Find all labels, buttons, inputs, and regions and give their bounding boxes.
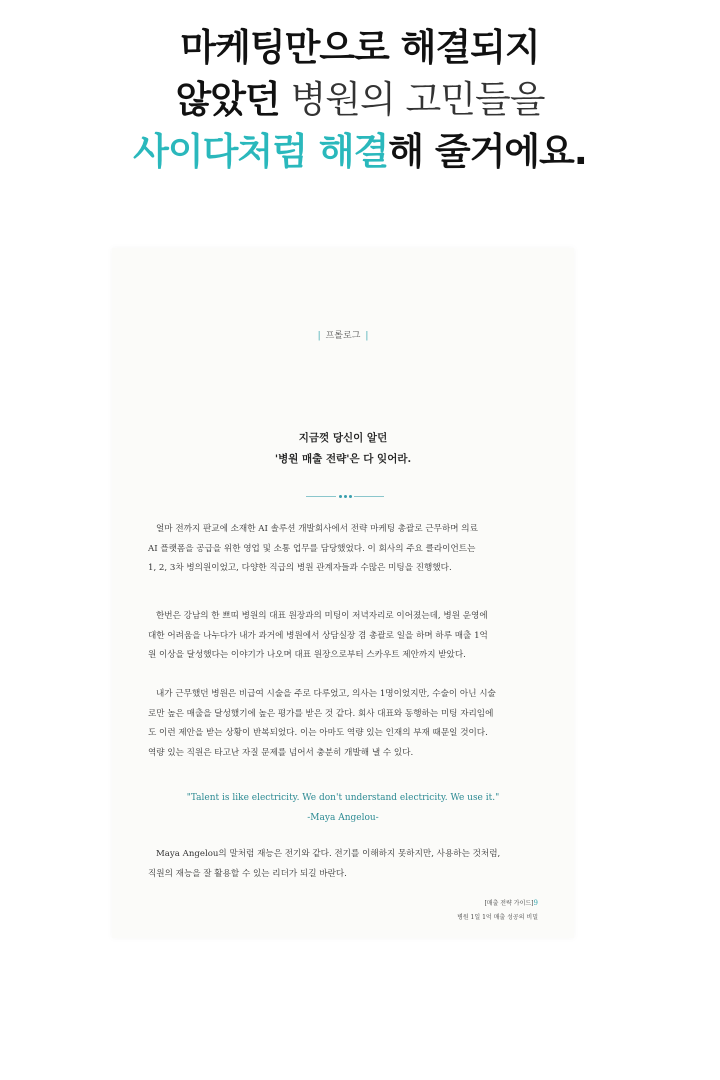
- paragraph-line: 대한 어려움을 나누다가 내가 과거에 병원에서 상담실장 겸 총괄로 일을 하며 하루 매출 1억: [148, 630, 488, 641]
- section-label: [112, 328, 574, 341]
- paragraph-line: 내가 근무했던 병원은 비급여 시술을 주로 다루었고, 의사는 1명이었지만, 수술이 아닌 시술: [156, 689, 496, 699]
- pull-quote: [112, 788, 574, 828]
- chapter-title-line-2: '병원 매출 전략'은 다 잊어라.: [274, 453, 412, 465]
- headline-line-2-light: 병원의 고민들을: [279, 78, 545, 121]
- book-page-preview: [112, 248, 574, 938]
- headline-line-2: [0, 74, 720, 126]
- paragraph-1: [148, 520, 540, 579]
- divider-dot: [344, 495, 347, 498]
- divider-dot: [349, 495, 352, 498]
- chapter-title: [112, 428, 574, 470]
- headline-line-1-text: 마케팅만으로 해결되지: [180, 26, 540, 69]
- label-bar-right: |: [365, 331, 369, 341]
- paragraph-line: 1, 2, 3차 병의원이었고, 다양한 직급의 병원 관계자들과 수많은 미팅을 진행했다.: [148, 563, 452, 573]
- quote-author: -Maya Angelou-: [307, 813, 379, 823]
- divider-line-left: [306, 496, 336, 497]
- headline-line-3: [0, 126, 720, 178]
- paragraph-3: [148, 685, 540, 763]
- paragraph-line: 로만 높은 매출을 달성했기에 높은 평가를 받은 것 같다. 회사 대표와 동행하는 미팅 자리임에: [148, 708, 494, 719]
- paragraph-line: 원 이상을 달성했다는 이야기가 나오며 대표 원장으로부터 스카우트 제안까지 받았다.: [148, 650, 466, 660]
- paragraph-line: AI 플랫폼을 공급을 위한 영업 및 소통 업무를 담당했었다. 이 회사의 주요 클라이언트는: [148, 543, 476, 554]
- page-footer-book: [484, 898, 538, 907]
- label-bar-left: |: [317, 331, 321, 341]
- section-label-text: 프롤로그: [325, 331, 361, 341]
- headline-line-3-accent: 사이다처럼 해결: [133, 130, 389, 173]
- page-footer-subtitle: 병원 1일 1억 매출 성공의 비밀: [457, 914, 538, 921]
- paragraph-line: 도 이런 제안을 받는 상황이 반복되었다. 이는 아마도 역량 있는 인재의 부재 때문일 것이다.: [148, 728, 488, 738]
- page-number: 9: [533, 899, 538, 907]
- footer-book-title: [매출 전략 가이드]: [484, 900, 534, 907]
- quote-text: "Talent is like electricity. We don't understand electricity. We use it.": [186, 793, 500, 803]
- headline-line-1: [0, 22, 720, 74]
- paragraph-line: 얼마 전까지 판교에 소재한 AI 솔루션 개발회사에서 전략 마케팅 총괄로 근무하며 의료: [156, 524, 478, 534]
- promo-headline: [0, 22, 720, 178]
- headline-line-2-bold: 않았던: [175, 78, 280, 121]
- paragraph-line: 역량 있는 직원은 타고난 자질 문제를 넘어서 충분히 개발해 낼 수 있다.: [148, 747, 414, 758]
- paragraph-line: 직원의 재능을 잘 활용할 수 있는 리더가 되길 바란다.: [148, 868, 347, 879]
- paragraph-2: [148, 607, 540, 666]
- ornament-divider: [306, 494, 384, 500]
- divider-line-right: [354, 496, 384, 497]
- divider-dot: [339, 495, 342, 498]
- paragraph-4: [148, 845, 540, 884]
- paragraph-line: 한번은 강남의 한 쁘띠 병원의 대표 원장과의 미팅이 저녁자리로 이어졌는데, 병원 운영에: [156, 611, 488, 621]
- chapter-title-line-1: 지금껏 당신이 알던: [298, 432, 388, 444]
- headline-line-3-rest: 해 줄거에요.: [388, 130, 587, 173]
- paragraph-line: Maya Angelou의 말처럼 재능은 전기와 같다. 전기를 이해하지 못하지만, 사용하는 것처럼,: [156, 849, 501, 859]
